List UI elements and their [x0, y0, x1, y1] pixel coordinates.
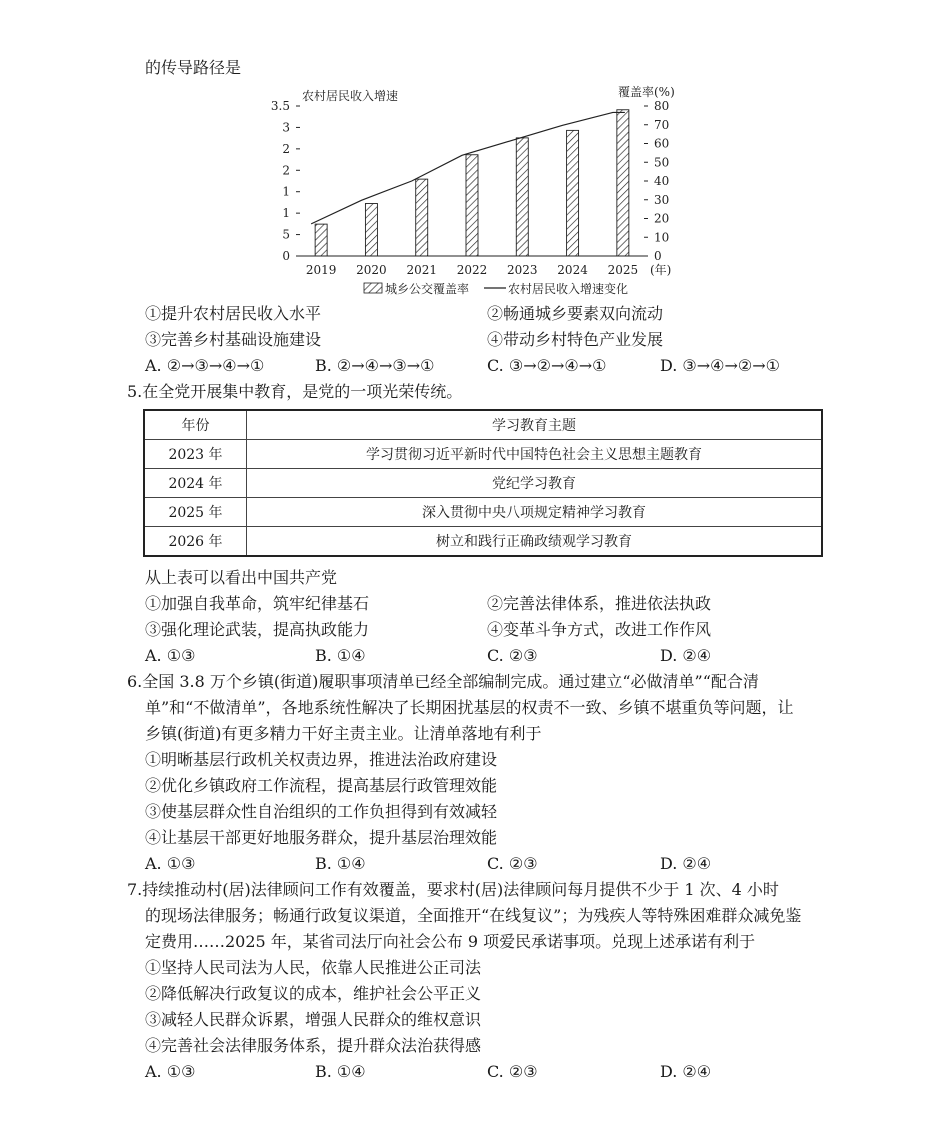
right-tick-label: 70 — [654, 117, 670, 132]
left-tick-label: 5 — [282, 227, 290, 242]
q7-option-1: ①坚持人民司法为人民，依靠人民推进公正司法 — [145, 958, 482, 977]
q4-choice-b: B. ②→④→③→① — [315, 356, 435, 375]
right-tick-label: 10 — [654, 230, 670, 245]
bar-coverage-2024 — [567, 130, 579, 256]
q4-choice-d: D. ③→④→②→① — [660, 356, 781, 375]
q6-choice-a: A. ①③ — [145, 854, 196, 873]
x-tick-label: 2020 — [356, 263, 387, 277]
bar-coverage-2022 — [466, 155, 478, 256]
q7-choice-d: D. ②④ — [660, 1062, 712, 1081]
table-row — [144, 498, 822, 527]
table-row — [144, 527, 822, 557]
q5-choice-a: A. ①③ — [145, 646, 196, 665]
q7-stem-line-1: 7.持续推动村(居)法律顾问工作有效覆盖，要求村(居)法律顾问每月提供不少于 1 次、4 小时 — [127, 880, 779, 899]
x-tick-label: 2021 — [406, 263, 437, 277]
left-tick-label: 3 — [282, 120, 290, 135]
q6-option-4: ④让基层干部更好地服务群众，提升基层治理效能 — [145, 828, 498, 847]
q4-choice-a: A. ②→③→④→① — [145, 356, 265, 375]
x-tick-label: 2024 — [557, 263, 588, 277]
question-5-stem: 5.在全党开展集中教育，是党的一项光荣传统。 — [127, 382, 463, 401]
q5-choice-c: C. ②③ — [487, 646, 538, 665]
q7-option-4: ④完善社会法律服务体系，提升群众法治获得感 — [145, 1036, 482, 1055]
table-cell: 树立和践行正确政绩观学习教育 — [247, 527, 823, 557]
q4-option-1: ①提升农村居民收入水平 — [145, 304, 322, 323]
table-cell: 2023 年 — [144, 440, 247, 469]
q4-option-4: ④带动乡村特色产业发展 — [487, 330, 664, 349]
left-tick-label: 3.5 — [270, 99, 290, 113]
right-tick-label: 80 — [654, 99, 670, 113]
q5-choice-b: B. ①④ — [315, 646, 366, 665]
q4-option-2: ②畅通城乡要素双向流动 — [487, 304, 664, 323]
q6-choice-d: D. ②④ — [660, 854, 712, 873]
q6-choice-b: B. ①④ — [315, 854, 366, 873]
bar-coverage-2019 — [315, 224, 327, 256]
q5-option-1: ①加强自我革命，筑牢纪律基石 — [145, 594, 370, 613]
table-cell: 深入贯彻中央八项规定精神学习教育 — [247, 498, 823, 527]
q6-option-1: ①明晰基层行政机关权责边界，推进法治政府建设 — [145, 750, 498, 769]
x-unit-label: (年) — [650, 263, 672, 277]
q6-stem-line-3: 乡镇(街道)有更多精力干好主责主业。让清单落地有利于 — [145, 724, 542, 743]
q7-stem-line-3: 定费用……2025 年，某省司法厅向社会公布 9 项爱民承诺事项。兑现上述承诺有利于 — [145, 932, 756, 951]
legend-line-label: 农村居民收入增速变化 — [508, 282, 629, 296]
table-row — [144, 469, 822, 498]
q5-choice-d: D. ②④ — [660, 646, 712, 665]
left-tick-label: 0 — [282, 249, 290, 263]
right-tick-label: 20 — [654, 211, 670, 226]
right-axis-label: 覆盖率(%) — [618, 85, 675, 99]
q5-option-3: ③强化理论武装，提高执政能力 — [145, 620, 370, 639]
left-tick-label: 1 — [282, 206, 290, 221]
table-cell: 2025 年 — [144, 498, 247, 527]
table-cell: 2024 年 — [144, 469, 247, 498]
x-tick-label: 2022 — [456, 263, 488, 277]
table-cell: 2026 年 — [144, 527, 247, 557]
left-tick-label: 1 — [282, 184, 290, 199]
question-4-tail: 的传导路径是 — [145, 58, 242, 77]
bar-coverage-2020 — [365, 204, 377, 257]
q4-choice-c: C. ③→②→④→① — [487, 356, 607, 375]
q7-choice-a: A. ①③ — [145, 1062, 196, 1081]
q5-option-4: ④变革斗争方式，改进工作作风 — [487, 620, 712, 639]
right-tick-label: 50 — [654, 155, 670, 170]
bar-coverage-2023 — [516, 138, 528, 256]
q6-option-3: ③使基层群众性自治组织的工作负担得到有效减轻 — [145, 802, 498, 821]
chart-legend — [364, 281, 628, 296]
q6-option-2: ②优化乡镇政府工作流程，提高基层行政管理效能 — [145, 776, 498, 795]
q5-lead: 从上表可以看出中国共产党 — [145, 568, 338, 587]
q4-option-3: ③完善乡村基础设施建设 — [145, 330, 322, 349]
table-row — [144, 440, 822, 469]
q5-table — [143, 409, 823, 557]
table-cell: 党纪学习教育 — [247, 469, 823, 498]
right-tick-label: 30 — [654, 192, 670, 207]
table-header-row — [144, 410, 822, 440]
right-tick-label: 60 — [654, 136, 670, 151]
right-tick-label: 40 — [654, 174, 670, 188]
left-tick-label: 2 — [282, 141, 290, 156]
table-header: 学习教育主题 — [247, 410, 823, 440]
left-tick-label: 2 — [282, 163, 290, 178]
table-header: 年份 — [144, 410, 247, 440]
legend-bar-swatch — [364, 283, 382, 293]
q7-choice-c: C. ②③ — [487, 1062, 538, 1081]
q6-choice-c: C. ②③ — [487, 854, 538, 873]
x-tick-label: 2019 — [305, 263, 337, 277]
table-cell: 学习贯彻习近平新时代中国特色社会主义思想主题教育 — [247, 440, 823, 469]
q7-stem-line-2: 的现场法律服务；畅通行政复议渠道，全面推开“在线复议”；为残疾人等特殊困难群众减免鉴 — [145, 906, 802, 925]
x-tick-label: 2025 — [607, 263, 639, 277]
q7-choice-b: B. ①④ — [315, 1062, 366, 1081]
q7-option-3: ③减轻人民群众诉累，增强人民群众的维权意识 — [145, 1010, 482, 1029]
left-axis-label: 农村居民收入增速 — [302, 89, 399, 103]
q6-stem-line-1: 6.全国 3.8 万个乡镇(街道)履职事项清单已经全部编制完成。通过建立“必做清单”“配合清 — [127, 672, 759, 691]
q7-option-2: ②降低解决行政复议的成本，维护社会公平正义 — [145, 984, 482, 1003]
bar-coverage-2025 — [617, 110, 629, 256]
bar-line-chart — [268, 82, 698, 302]
bar-coverage-2021 — [416, 179, 428, 256]
x-tick-label: 2023 — [507, 263, 538, 277]
q5-option-2: ②完善法律体系，推进依法执政 — [487, 594, 712, 613]
right-tick-label: 0 — [654, 249, 662, 263]
legend-bar-label: 城乡公交覆盖率 — [385, 282, 470, 296]
q6-stem-line-2: 单”和“不做清单”，各地系统性解决了长期困扰基层的权责不一致、乡镇不堪重负等问题，让 — [145, 698, 794, 717]
